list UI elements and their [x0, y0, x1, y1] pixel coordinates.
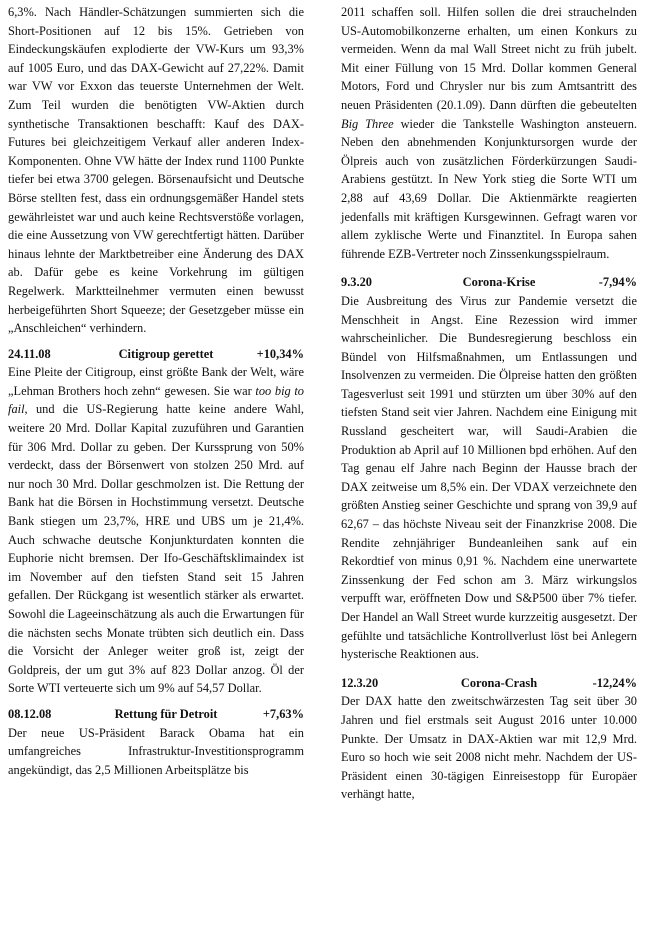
entry-change: +7,63% — [262, 706, 304, 721]
entry-change: +10,34% — [256, 346, 304, 361]
continuation-text — [341, 3, 637, 263]
continuation-part: 2011 schaffen soll. Hilfen sollen die drei strauchelnden US-Automobilkonzerne erhalten, um einen Konkurs zu vermeiden. Wenn da mal Wall Street nicht zu früh jubelt. Mit einer Füllung von 15 Mrd. Dollar kommen General Motors, Ford und Chrysler nur bis zum Amtsantritt des neuen Präsidenten (20.1.09). Dann dürften die gebeutelten — [341, 5, 637, 112]
entry-corona-krise — [341, 273, 637, 663]
entry-title: Corona-Crash — [460, 675, 538, 690]
entry-title: Corona-Krise — [462, 275, 536, 290]
entry-text: Der neue US-Präsident Barack Obama hat ein umfangreiches Infrastruktur-Investitionsprogramm angekündigt, das 2,5 Millionen Arbeitsplätze bis — [8, 725, 304, 777]
entry-citigroup — [8, 345, 304, 698]
right-column — [341, 3, 637, 804]
entry-text — [8, 363, 304, 698]
entry-heading — [8, 345, 304, 364]
entry-date: 12.3.20 — [341, 675, 379, 690]
entry-title: Rettung für Detroit — [114, 706, 218, 721]
entry-heading — [8, 705, 304, 724]
entry-text: Die Ausbreitung des Virus zur Pandemie versetzt die Menschheit in Angst. Eine Rezession wird immer wahrscheinlicher. Die Bundesregierung beschloss ein Bündel von Hilfsmaßnahmen, um Entlassungen und Insolvenzen zu vermeiden. Die Ölpreise hatten den größten Tagesverlust seit 1991 und stürzten um über 30% auf den tiefsten Stand seit vier Jahren. Nachdem eine Einigung mit Russland gescheitert war, will Saudi-Arabien die Produktion ab April auf 10 Millionen bpd erhöhen. Auf den Tag genau elf Jahre nach Beginn der Hausse brach der DAX zeitweise um 8,5% ein. Der VDAX verzeichnete den größten Anstieg seiner Geschichte und sprang von 39,9 auf 62,67 – das höchste Niveau seit der Finanzkrise 2008. Die Rendite zehnjähriger Bundeanleihen sank auf ein Rekordtief von minus 0,91 %. Nachdem eine unerwartete Zinssenkung der Fed schon am 3. März wirkungslos verpufft war, eröffneten Dow und S&P500 über 7% tiefer. Der Handel an Wall Street wurde kurzzeitig ausgesetzt. Der gefühlte und tatsächliche Kontrollverlust löst bei Anlegern hysterische Reaktionen aus. — [341, 293, 637, 662]
entry-detroit — [8, 705, 304, 779]
entry-heading — [341, 273, 637, 292]
entry-text: Der DAX hatte den zweitschwärzesten Tag seit über 30 Jahren und fiel erstmals seit August 2016 unter 10.000 Punkte. Der Umsatz in DAX-Aktien war mit 12,9 Mrd. Euro so hoch wie seit 2008 nicht mehr. Nachdem der US-Präsident einen 30-tägigen Einreisestopp für Europäer verhängt hatte, — [341, 694, 637, 802]
entry-change: -12,24% — [592, 675, 637, 690]
left-column — [8, 3, 304, 779]
entry-title: Citigroup gerettet — [118, 346, 214, 361]
entry-date: 08.12.08 — [8, 706, 52, 721]
continuation-part: wieder die Tankstelle Washington ansteuern. Neben den abnehmenden Konjunktursorgen wurde der Ölpreis auch von zusätzlichen Förderkürzungen Saudi-Arabiens gestützt. In New York stieg die Sorte WTI um 2,88 auf 43,69 Dollar. Die Aktienmärkte reagierten jedenfalls mit kräftigen Kursgewinnen. Gefragt waren vor allem zyklische Werte und Finanztitel. In Europa sahen führende EZB-Vertreter noch Zinssenkungsspielraum. — [341, 116, 637, 261]
entry-text-part: Eine Pleite der Citigroup, einst größte Bank der Welt, wäre „Lehman Brothers hoch zehn“ gewesen. Sie war — [8, 365, 304, 398]
entry-date: 9.3.20 — [341, 275, 372, 290]
entry-text-italic: too big to fail — [8, 383, 304, 417]
entry-text-part: , und die US-Regierung hatte keine andere Wahl, weitere 20 Mrd. Dollar Kapital zuzuführen und Garantien für 306 Mrd. Dollar zu geben. Der Kurssprung von 50% verdeckt, dass der Börsenwert von stolzen 250 Mrd. auf nur noch 30 Mrd. Dollar geschmolzen ist. Die Rettung der Bank hat die Börsen in Hochstimmung versetzt. Deutsche Bank stiegen um 23,7%, HRE und UBS um je 21,4%. Auch schwache deutsche Konjunkturdaten konnten die Euphorie nicht bremsen. Der Ifo-Geschäftsklimaindex ist im November auf den tiefsten Stand seit 15 Jahren gefallen. Der Rückgang ist wesentlich stärker als erwartet. Sowohl die Lageeinschätzung als auch die Erwartungen für die nächsten sechs Monate trübten sich deutlich ein. Dass die Vorsicht der Anleger weiter groß ist, zeigt der Goldpreis, der um gut 3% auf 823 Dollar anzog. Öl der Sorte WTI verteuerte sich um 9% auf 54,57 Dollar. — [8, 402, 304, 696]
entry-date: 24.11.08 — [8, 346, 51, 361]
continuation-text: 6,3%. Nach Händler-Schätzungen summierten sich die Short-Positionen auf 12 bis 15%. Getrieben von Eindeckungskäufen explodierte der VW-Kurs um 93,3% auf 1005 Euro, und das DAX-Gewicht auf 27,22%. Damit war VW vor Exxon das teuerste Unternehmen der Welt. Zum Teil wurden die benötigten VW-Aktien durch synthetische Transaktionen beschafft: Kauf des DAX-Futures bei gleichzeitigem Verkauf aller anderen Index-Komponenten. Ohne VW hätte der Index rund 1100 Punkte tiefer bei etwa 3700 gelegen. Börsenaufsicht und Deutsche Börse stellten fest, dass ein ordnungsgemäßer Handel stets gewährleistet war und auch keine Rechtsverstöße vorlagen, die eine Aussetzung von VW gerechtfertigt hätten. Darüber hinaus lehnte der Marktbetreiber eine Änderung des DAX ab. Dafür gebe es keine Vorkehrung im gültigen Regelwerk. Marktteilnehmer vermuten einen bewusst herbeigeführten Short Squeeze; der Gesetzgeber müsse ein „Anschleichen“ verhindern. — [8, 5, 304, 336]
entry-change: -7,94% — [598, 275, 637, 290]
continuation-italic: Big Three — [341, 116, 394, 131]
entry-heading — [341, 674, 637, 693]
entry-corona-crash — [341, 674, 637, 804]
